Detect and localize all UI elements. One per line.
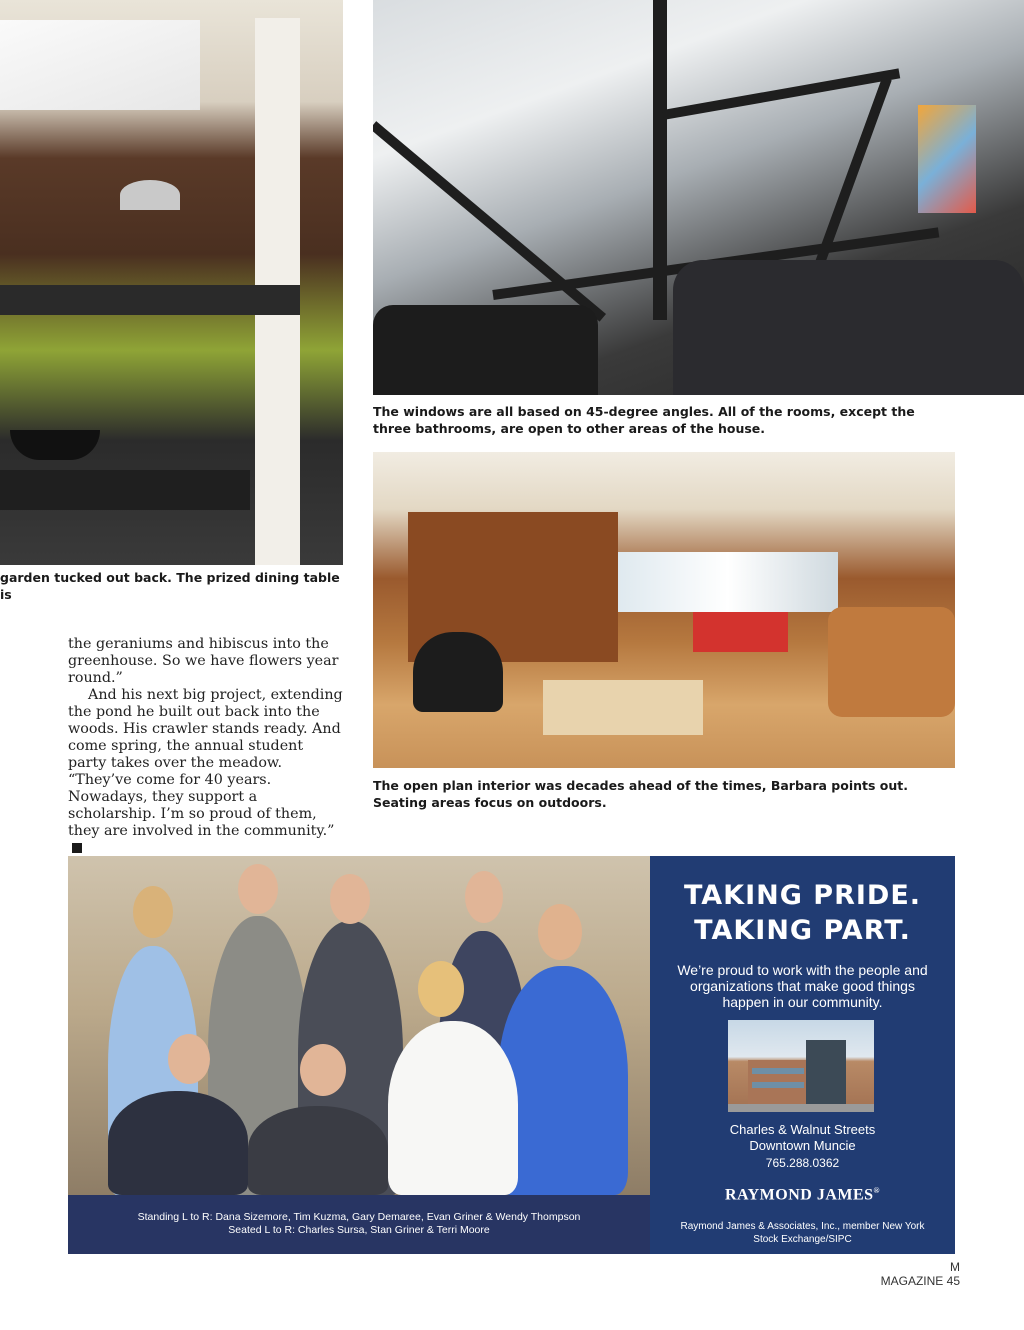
standing-names: Standing L to R: Dana Sizemore, Tim Kuzma, Gary Demaree, Evan Griner & Wendy Thompson bbox=[137, 1211, 581, 1223]
publication-name: M MAGAZINE bbox=[880, 1260, 960, 1288]
ad-address-line-1: Charles & Walnut Streets bbox=[729, 1122, 876, 1137]
windows-photo bbox=[373, 0, 1024, 395]
page-number: 45 bbox=[946, 1274, 960, 1288]
article-paragraph-text: And his next big project, extending the pond he built out back into the woods. His crawler stands ready. And come spring, the annual student party takes over the meadow. “They’ve come for 40 years. Nowadays, they support a scholarship. I’m so proud of them, they are involved in the community.” bbox=[68, 687, 343, 839]
windows-photo-caption: The windows are all based on 45-degree angles. All of the rooms, except the three bathrooms, are open to other areas of the house. bbox=[373, 404, 915, 436]
ad-body-text: We’re proud to work with the people and organizations that make good things happen in our community. bbox=[677, 962, 928, 1010]
kitchen-photo bbox=[0, 0, 343, 565]
ad-phone: 765.288.0362 bbox=[765, 1156, 840, 1170]
ad-headline-2: TAKING PART. bbox=[694, 915, 911, 946]
kitchen-photo-caption: garden tucked out back. The prized dining table is bbox=[0, 570, 340, 602]
registered-mark: ® bbox=[873, 1186, 881, 1195]
article-paragraph: the geraniums and hibiscus into the greenhouse. So we have flowers year round.” bbox=[68, 636, 339, 686]
article-paragraph bbox=[68, 687, 343, 857]
team-photo bbox=[68, 856, 650, 1195]
ad-legal-text: Raymond James & Associates, Inc., member New York Stock Exchange/SIPC bbox=[680, 1221, 925, 1245]
team-photo-caption bbox=[68, 1195, 650, 1254]
ad-headline-1: TAKING PRIDE. bbox=[683, 880, 922, 911]
brand-name: RAYMOND JAMES bbox=[724, 1186, 874, 1204]
ad-address-line-2: Downtown Muncie bbox=[749, 1138, 856, 1153]
living-room-photo-caption: The open plan interior was decades ahead of the times, Barbara points out. Seating areas focus on outdoors. bbox=[373, 778, 908, 810]
end-mark-icon bbox=[72, 843, 82, 853]
living-room-photo bbox=[373, 452, 955, 768]
raymond-james-ad bbox=[68, 856, 955, 1254]
article-body bbox=[68, 636, 343, 857]
office-building-image bbox=[728, 1020, 874, 1112]
page-footer bbox=[870, 1260, 960, 1288]
seated-names: Seated L to R: Charles Sursa, Stan Griner & Terri Moore bbox=[228, 1224, 490, 1236]
raymond-james-logo bbox=[650, 1186, 955, 1204]
ad-panel bbox=[650, 856, 955, 1254]
